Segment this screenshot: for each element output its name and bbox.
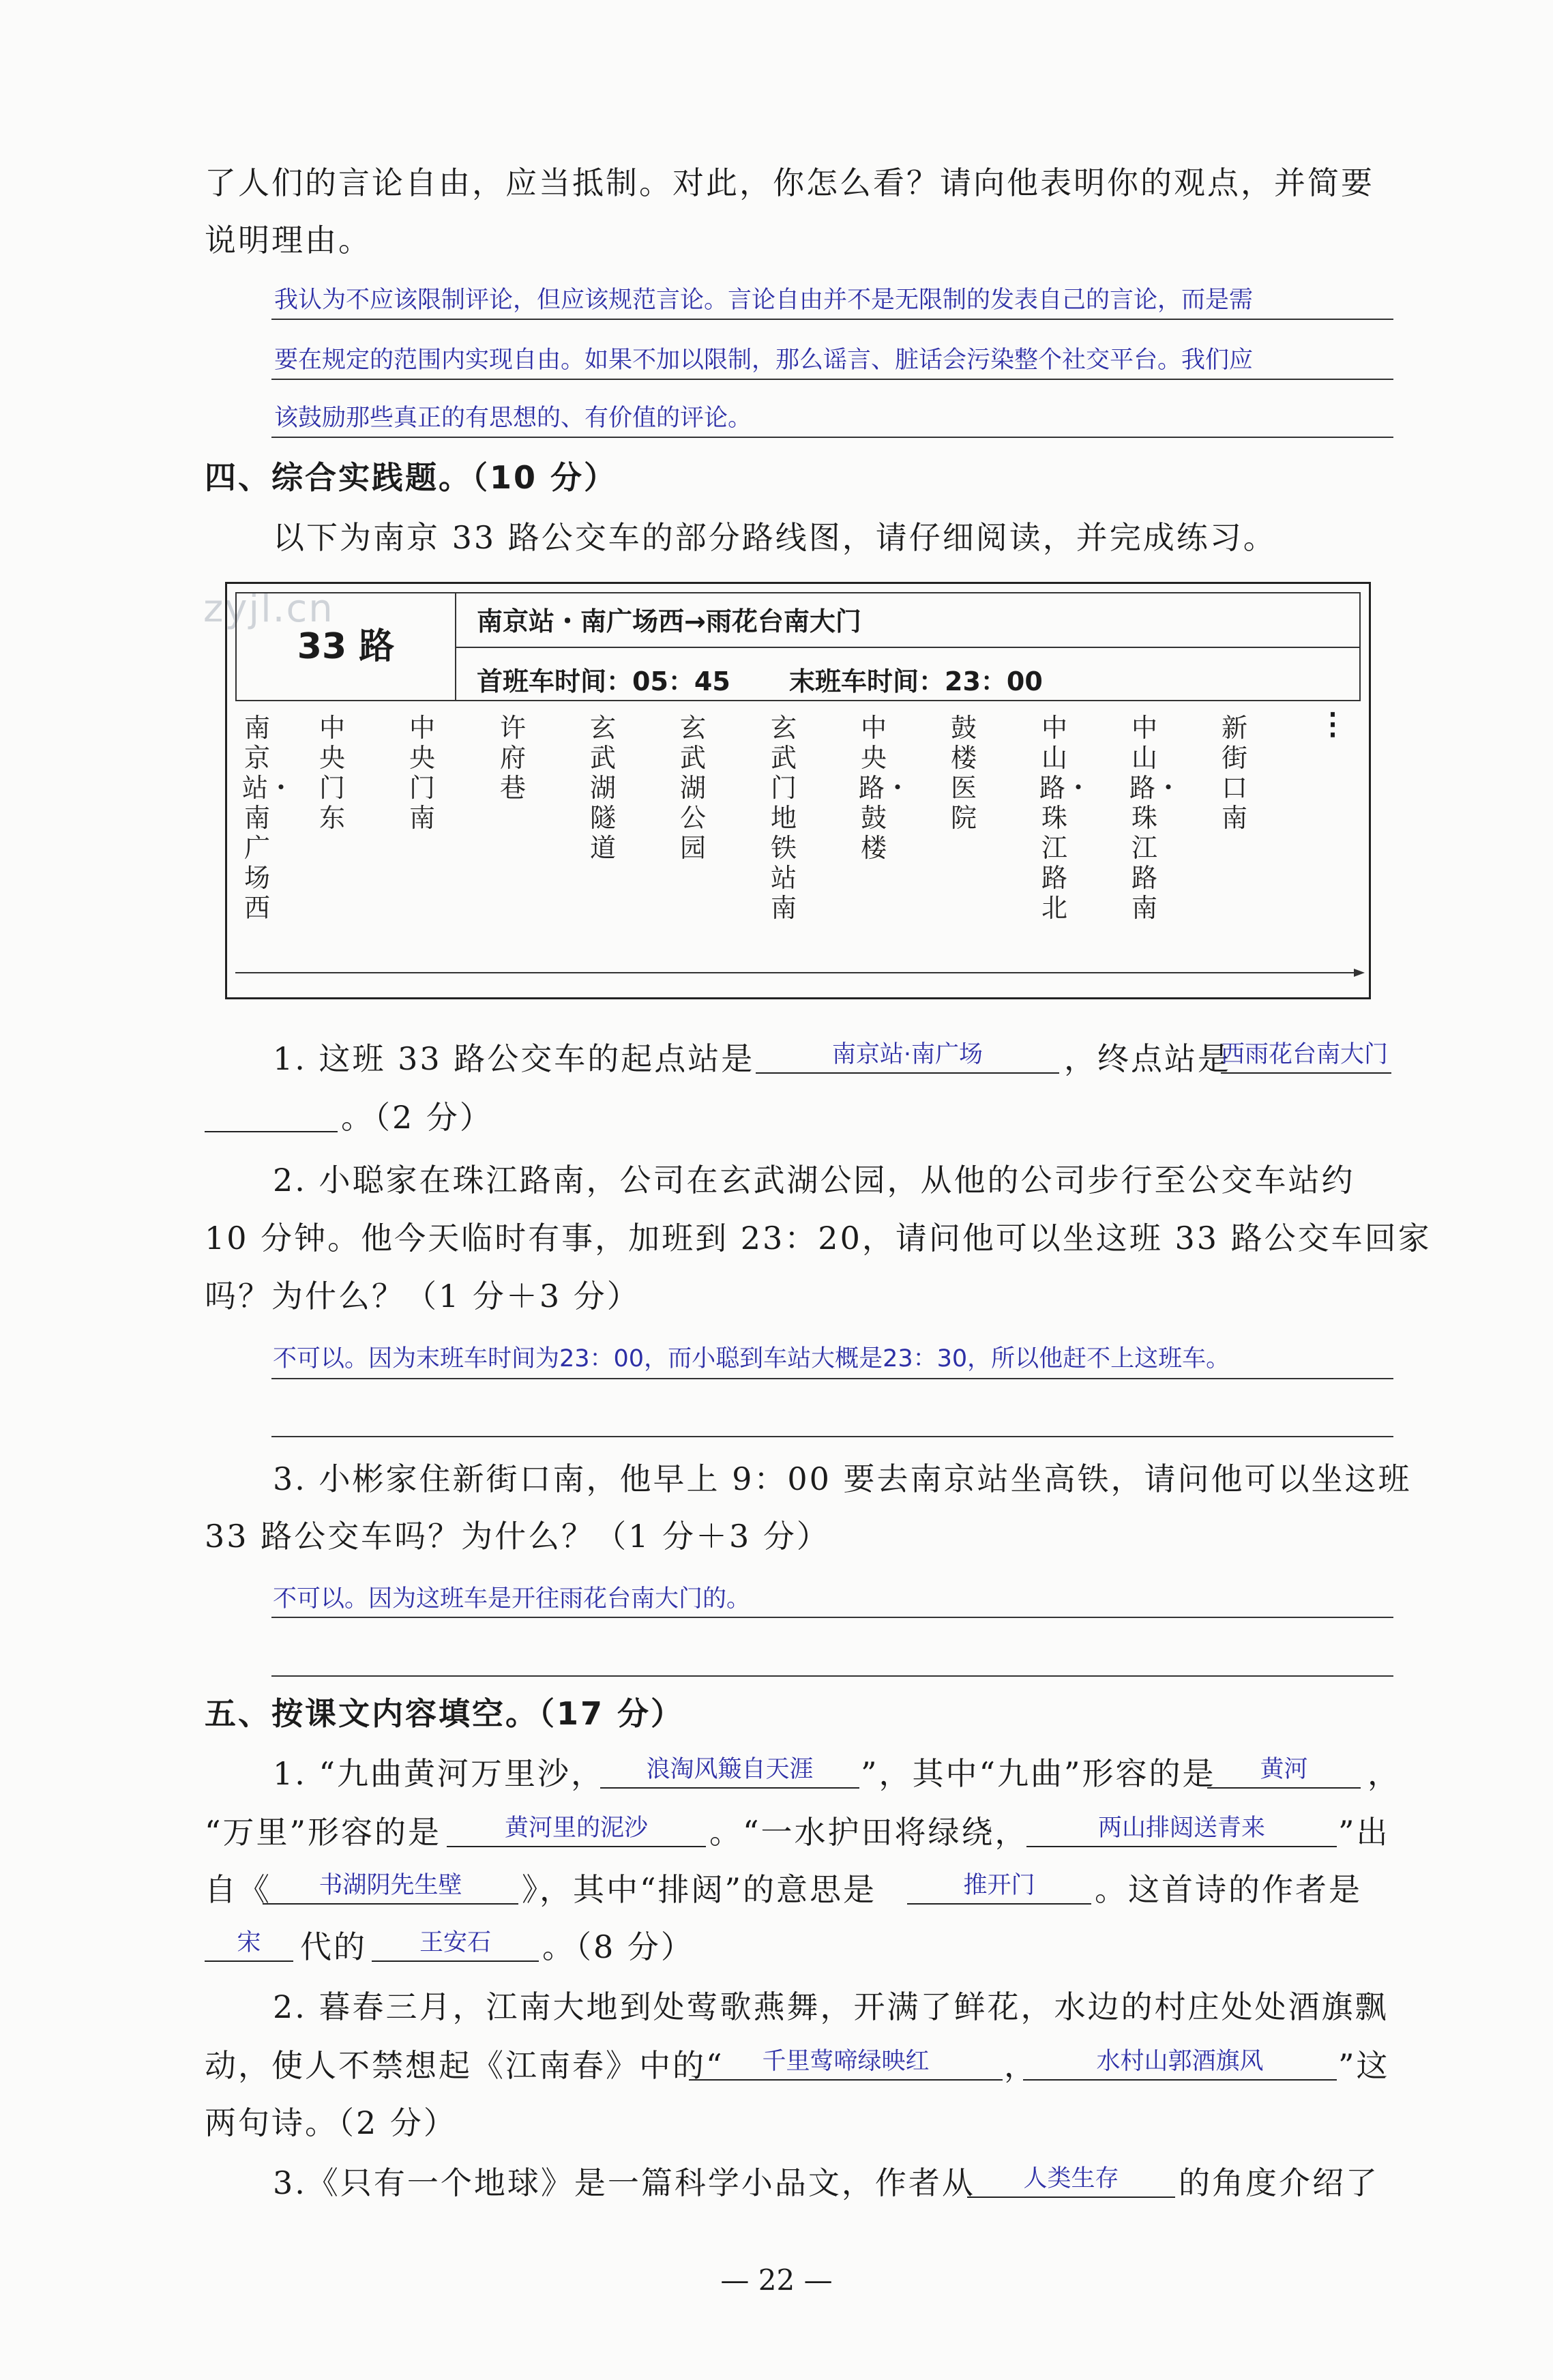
question-text: 。（8 分） [542,1928,694,1965]
question-text: 1. “九曲黄河万里沙， [273,1755,605,1792]
question-1-suffix: 。（2 分） [341,1099,493,1136]
answer-blank [1023,2044,1337,2081]
answer-rule [271,319,1393,320]
answer-rule [271,1436,1393,1437]
route-direction: 南京站・南广场西→雨花台南大门 [477,606,861,636]
more-stops-icon: ⋮ [1318,707,1348,741]
question-text: 》，其中“排闼”的意思是 [522,1871,877,1908]
route-stop: 中央路・鼓楼 [859,713,911,863]
answer-blank [689,2044,1003,2081]
answer-blank [447,1810,706,1847]
question-text-line: 10 分钟。他今天临时有事，加班到 23：20，请问他可以坐这班 33 路公交车回家 [205,1220,1432,1257]
answer-line: 不可以。因为这班车是开往雨花台南大门的。 [273,1585,751,1613]
answer-fill: 人类生存 [1023,2165,1119,2192]
question-text-line: 吗？为什么？（1 分＋3 分） [205,1278,640,1314]
route-header [235,592,1361,701]
question-text: ， [1367,1755,1401,1792]
question-text-line: 2. 小聪家在珠江路南，公司在玄武湖公园，从他的公司步行至公交车站约 [273,1162,1355,1199]
question-text-line: 3. 小彬家住新街口南，他早上 9：00 要去南京站坐高铁，请问他可以坐这班 [273,1460,1412,1497]
answer-rule [271,379,1393,380]
answer-blank [756,1037,1059,1074]
route-stop: 新街口南 [1221,713,1247,833]
question-text-line: 2. 暮春三月，江南大地到处莺歌燕舞，开满了鲜花，水边的村庄处处酒旗飘 [273,1988,1389,2025]
question-text: 的角度介绍了 [1179,2164,1379,2201]
question-text: “万里”形容的是 [205,1814,442,1851]
answer-blank [205,1925,293,1962]
answer-fill: 宋 [237,1929,261,1956]
route-stop: 许府巷 [499,713,526,803]
answer-fill: 推开门 [963,1872,1035,1899]
answer-fill: 水村山郭酒旗风 [1096,2048,1264,2075]
question-1-mid: ，终点站是 [1064,1040,1231,1077]
route-stop: 鼓楼医院 [950,713,977,833]
question-text: 3.《只有一个地球》是一篇科学小品文，作者从 [273,2164,975,2201]
answer-fill: 书湖阴先生壁 [319,1872,462,1899]
answer-fill: 两山排闼送青来 [1097,1815,1265,1842]
question-text: 代的 [300,1928,367,1965]
answer-rule [271,1378,1393,1379]
question-text-line: 两句诗。（2 分） [205,2104,457,2141]
question-text: ”这 [1338,2047,1390,2084]
last-bus-time: 末班车时间：23：00 [789,666,1043,696]
answer-rule [271,437,1393,438]
question-text-line: 33 路公交车吗？为什么？（1 分＋3 分） [205,1518,830,1555]
answer-start-station: 南京站·南广场 [831,1041,983,1068]
answer-rule [271,1617,1393,1618]
route-stop: 玄武门地铁站南 [770,713,797,923]
answer-fill: 千里莺啼绿映红 [762,2048,930,2075]
question-text-line: 了人们的言论自由，应当抵制。对此，你怎么看？请向他表明你的观点，并简要 [205,164,1374,201]
answer-fill: 黄河里的泥沙 [504,1815,648,1842]
answer-fill: 王安石 [419,1929,491,1956]
question-text: ”出 [1338,1814,1390,1851]
answer-line: 不可以。因为末班车时间为23：00，而小聪到车站大概是23：30，所以他赶不上这班车。 [273,1345,1230,1372]
route-stop: 中山路・珠江路南 [1129,713,1182,923]
answer-blank [263,1868,518,1905]
route-stop: 玄武湖公园 [679,713,706,863]
first-bus-time: 首班车时间：05：45 [477,666,730,696]
answer-blank [907,1868,1091,1905]
route-number: 33 路 [237,593,456,700]
answer-blank [1026,1810,1337,1847]
route-stop: 南京站・南广场西 [242,713,295,923]
answer-blank [372,1925,539,1962]
route-stop: 中央门南 [409,713,435,833]
answer-rule [271,1675,1393,1677]
section-heading: 五、按课文内容填空。（17 分） [205,1695,685,1732]
answer-blank [600,1752,859,1789]
answer-blank [1207,1752,1361,1789]
answer-line: 我认为不应该限制评论，但应该规范言论。言论自由并不是无限制的发表自己的言论，而是需 [274,287,1254,314]
question-text: 动，使人不禁想起《江南春》中的“ [205,2047,724,2084]
answer-fill: 黄河 [1260,1756,1308,1783]
section-heading: 四、综合实践题。（10 分） [205,459,618,496]
question-1-prefix: 1. 这班 33 路公交车的起点站是 [273,1040,755,1077]
route-stop: 玄武湖隧道 [589,713,616,863]
question-text: 自《 [205,1871,271,1908]
answer-line: 该鼓励那些真正的有思想的、有价值的评论。 [274,405,752,432]
watermark: zyjl.cn [203,587,334,631]
route-stop: 中山路・珠江路北 [1039,713,1092,923]
answer-line: 要在规定的范围内实现自由。如果不加以限制，那么谣言、脏话会污染整个社交平台。我们应 [274,347,1254,374]
section-intro: 以下为南京 33 路公交车的部分路线图，请仔细阅读，并完成练习。 [273,519,1277,556]
header-divider [456,647,1361,648]
question-text: ， [1004,2047,1037,2084]
answer-blank [967,2161,1175,2198]
answer-blank-continued [205,1096,338,1132]
answer-end-station: 西雨花台南大门 [1221,1041,1389,1068]
question-text: ”，其中“九曲”形容的是 [861,1755,1216,1792]
route-arrow [235,966,1367,980]
question-text: 。“一水护田将绿绕， [709,1814,1029,1851]
question-text-line: 说明理由。 [205,222,372,259]
route-stop: 中央门东 [319,713,345,833]
answer-blank [1221,1037,1391,1074]
question-text: 。这首诗的作者是 [1095,1871,1362,1908]
page-number: — 22 — [720,2263,833,2297]
answer-fill: 浪淘风簸自天涯 [646,1756,814,1783]
